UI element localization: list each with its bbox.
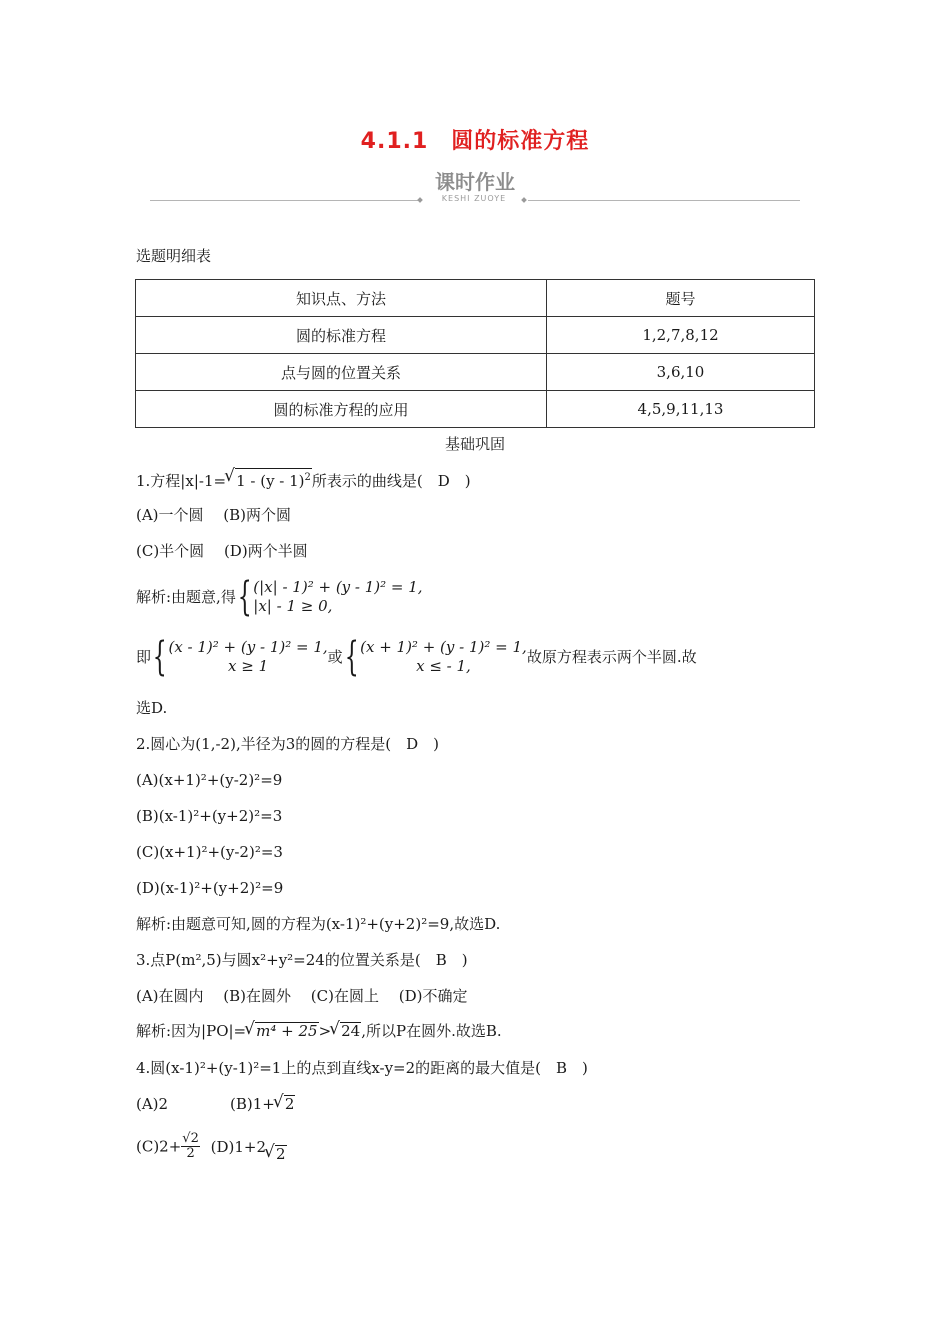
sqrt-expression [266, 1144, 287, 1164]
equation-system-3 [360, 638, 527, 676]
question-4-options-cd [136, 1132, 287, 1172]
q1-sol2-suffix: 故原方程表示两个半圆.故 [526, 648, 697, 666]
divider-right [528, 200, 800, 201]
q4-optc-prefix: (C)2+ [136, 1137, 182, 1156]
page-title: 4.1.1 圆的标准方程 [360, 129, 590, 154]
fraction-denominator: 2 [186, 1146, 195, 1161]
system-line: (x + 1)² + (y - 1)² = 1, [360, 638, 527, 656]
brace-symbol: { [237, 574, 252, 620]
system-line: |x| - 1 ≥ 0, [253, 597, 333, 615]
greater-than: > [318, 1022, 332, 1040]
sqrt-expression [275, 1094, 296, 1114]
q3-sol-suffix: ,所以P在圆外.故选B. [361, 1022, 502, 1040]
question-1-stem [136, 468, 471, 491]
table-row [136, 354, 815, 391]
question-1-solution-line1 [136, 574, 423, 621]
table-header-row [136, 280, 815, 317]
question-2-option-a: (A)(x+1)²+(y-2)²=9 [136, 771, 283, 789]
sqrt-expression [331, 1021, 361, 1041]
brace-symbol: { [344, 634, 359, 680]
divider-left [150, 200, 418, 201]
question-3-options: (A)在圆内 (B)在圆外 (C)在圆上 (D)不确定 [136, 987, 468, 1005]
page-subtitle: 课时作业 [435, 170, 515, 194]
question-1-options-row2: (C)半个圆 (D)两个半圆 [136, 542, 308, 560]
question-1-options-row1: (A)一个圆 (B)两个圆 [136, 506, 292, 524]
table-caption: 选题明细表 [136, 247, 212, 265]
table-header-cell: 知识点、方法 [136, 280, 547, 317]
fraction-numerator: √2 [182, 1131, 199, 1146]
equation-system-1 [253, 578, 422, 616]
radicand: 24 [341, 1022, 361, 1040]
system-line: (|x| - 1)² + (y - 1)² = 1, [253, 578, 423, 596]
equation-system-2 [168, 638, 327, 676]
topic-table [135, 279, 815, 428]
radicand: 2 [284, 1095, 295, 1113]
q1-sol-prefix: 解析:由题意,得 [136, 588, 236, 606]
table-cell-nums: 3,6,10 [547, 354, 815, 391]
q4-optd-prefix: (D)1+2 [210, 1137, 267, 1156]
radicand: 2 [276, 1144, 286, 1163]
question-1-solution-line3: 选D. [136, 699, 168, 717]
system-line: x ≤ - 1, [416, 657, 471, 675]
question-4-option-a: (A)2 [136, 1095, 169, 1113]
q3-sol-prefix: 解析:因为|PO|= [136, 1022, 247, 1040]
section-heading: 基础巩固 [444, 435, 505, 453]
question-2-option-c: (C)(x+1)²+(y-2)²=3 [136, 843, 283, 861]
sqrt-expression: √ 1 - (y - 1)$^2$ [226, 468, 312, 491]
table-cell-topic: 圆的标准方程 [136, 317, 547, 354]
divider-dot-left [417, 197, 423, 203]
question-2-option-d: (D)(x-1)²+(y+2)²=9 [136, 879, 284, 897]
q4-optb-prefix: (B)1+ [230, 1095, 275, 1113]
sqrt-expression [246, 1021, 318, 1041]
q1-prefix: 1.方程|x|-1= [136, 472, 227, 490]
q1-or: 或 [327, 648, 343, 666]
radicand: m⁴ + 25 [256, 1022, 318, 1040]
radicand: 1 - (y - 1) [236, 472, 305, 490]
question-3-solution [136, 1021, 502, 1041]
question-2-stem: 2.圆心为(1,-2),半径为3的圆的方程是( D ) [136, 735, 439, 753]
brace-symbol: { [152, 634, 167, 680]
question-4-option-b [230, 1094, 295, 1114]
system-line: (x - 1)² + (y - 1)² = 1, [168, 638, 328, 656]
q1-sol2-prefix: 即 [136, 648, 152, 666]
question-2-option-b: (B)(x-1)²+(y+2)²=3 [136, 807, 283, 825]
table-header-cell: 题号 [547, 280, 815, 317]
question-4-stem: 4.圆(x-1)²+(y-1)²=1上的点到直线x-y=2的距离的最大值是( B ) [136, 1059, 588, 1077]
table-cell-topic: 点与圆的位置关系 [136, 354, 547, 391]
q1-suffix: 所表示的曲线是( D ) [311, 472, 471, 490]
system-line: x ≥ 1 [228, 657, 269, 675]
table-cell-nums: 4,5,9,11,13 [547, 391, 815, 428]
table-row [136, 391, 815, 428]
question-1-solution-line2 [136, 634, 697, 681]
table-cell-topic: 圆的标准方程的应用 [136, 391, 547, 428]
question-3-stem: 3.点P(m²,5)与圆x²+y²=24的位置关系是( B ) [136, 951, 468, 969]
subtitle-english: KESHI ZUOYE [441, 194, 507, 203]
table-row [136, 317, 815, 354]
question-2-solution: 解析:由题意可知,圆的方程为(x-1)²+(y+2)²=9,故选D. [136, 915, 501, 933]
table-cell-nums: 1,2,7,8,12 [547, 317, 815, 354]
fraction [181, 1132, 200, 1161]
